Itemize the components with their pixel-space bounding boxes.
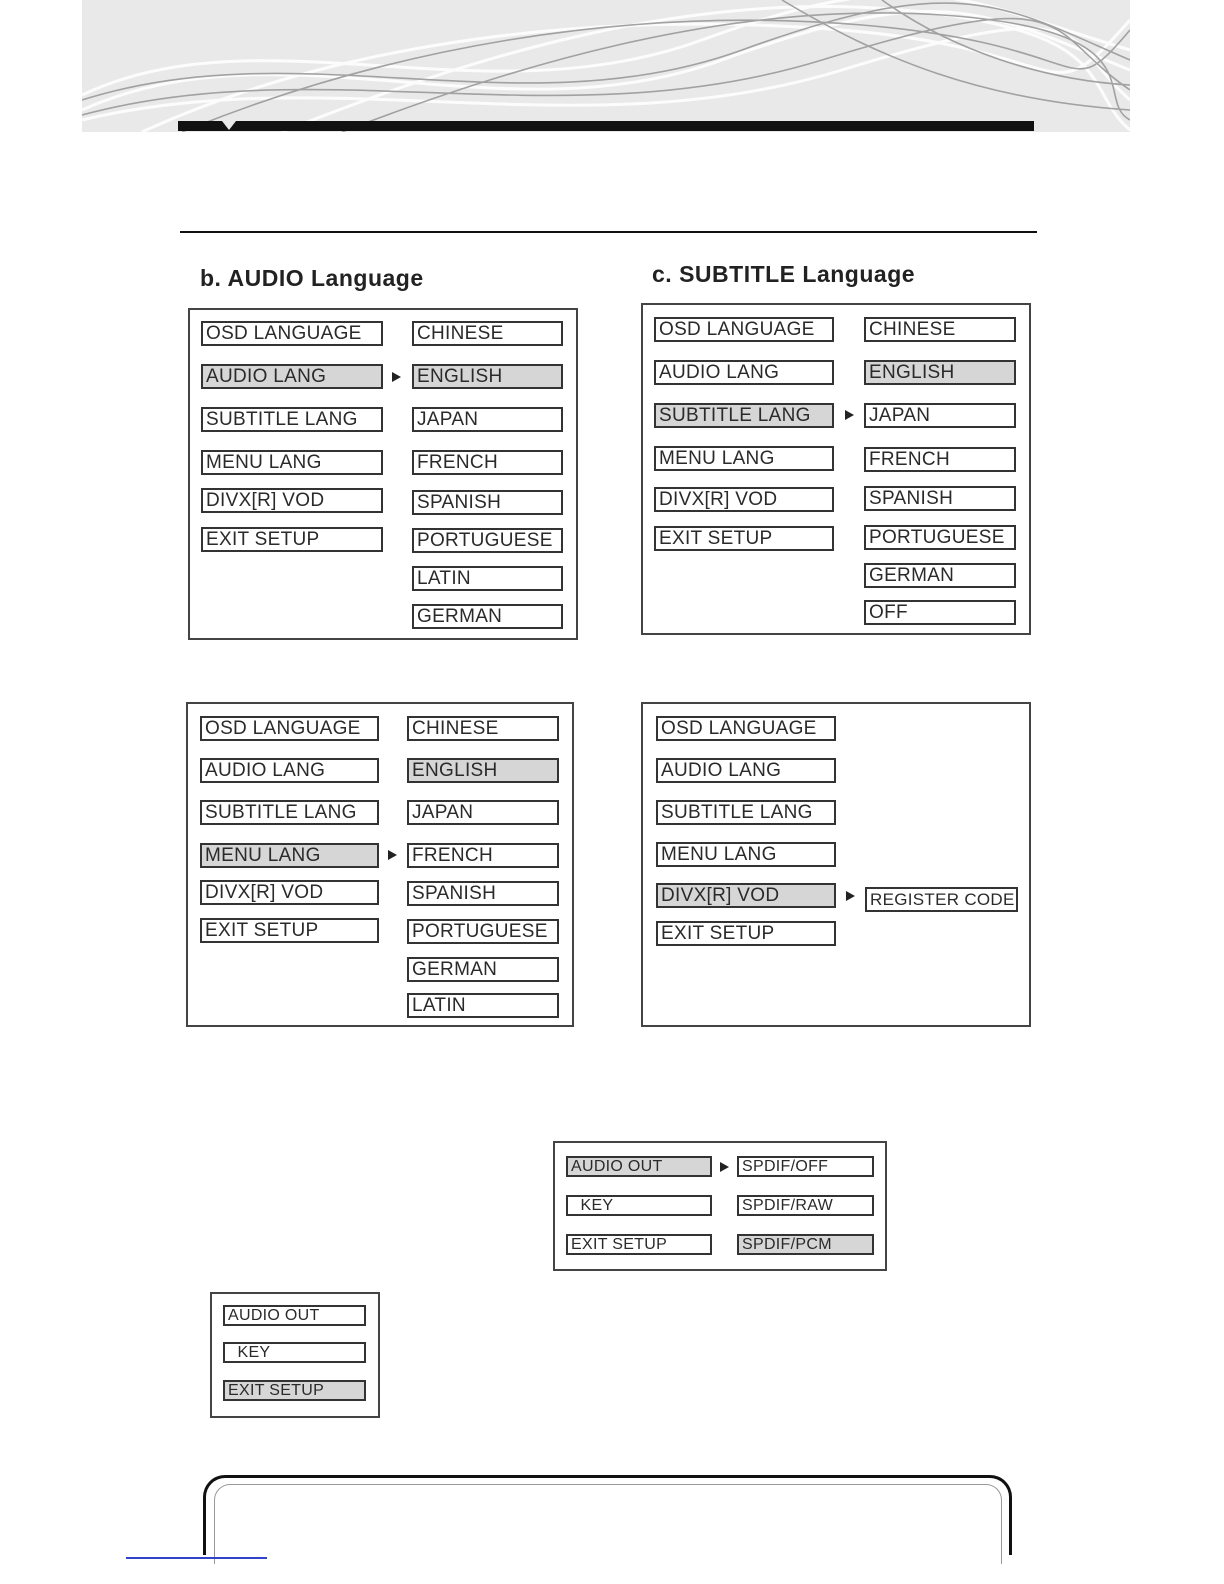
header-banner (82, 0, 1130, 132)
menu-item-menu-lang[interactable]: MENU LANG (654, 446, 834, 471)
menu-item-key[interactable]: KEY (566, 1195, 712, 1216)
subtitle-lang-panel (641, 303, 1031, 635)
option-portuguese[interactable]: PORTUGUESE (412, 528, 563, 553)
menu-item-subtitle-lang[interactable]: SUBTITLE LANG (654, 403, 834, 428)
menu-item-divx-vod[interactable]: DIVX[R] VOD (654, 487, 834, 512)
menu-item-exit-setup[interactable]: EXIT SETUP (201, 527, 383, 552)
option-spanish[interactable]: SPANISH (864, 486, 1016, 511)
option-spdif-raw[interactable]: SPDIF/RAW (737, 1195, 874, 1216)
menu-item-exit-setup[interactable]: EXIT SETUP (656, 921, 836, 946)
menu-item-divx-vod[interactable]: DIVX[R] VOD (201, 488, 383, 513)
option-french[interactable]: FRENCH (412, 450, 563, 475)
divx-vod-panel (641, 702, 1031, 1027)
menu-item-subtitle-lang[interactable]: SUBTITLE LANG (201, 407, 383, 432)
option-chinese[interactable]: CHINESE (412, 321, 563, 346)
selection-arrow-icon (845, 410, 854, 420)
menu-item-audio-out[interactable]: AUDIO OUT (566, 1156, 712, 1177)
option-spanish[interactable]: SPANISH (407, 881, 559, 906)
option-french[interactable]: FRENCH (407, 843, 559, 868)
option-japan[interactable]: JAPAN (407, 800, 559, 825)
selection-arrow-icon (392, 372, 401, 382)
option-latin[interactable]: LATIN (412, 566, 563, 591)
menu-item-exit-setup[interactable]: EXIT SETUP (200, 918, 379, 943)
menu-item-audio-lang[interactable]: AUDIO LANG (656, 758, 836, 783)
menu-item-menu-lang[interactable]: MENU LANG (201, 450, 383, 475)
option-french[interactable]: FRENCH (864, 447, 1016, 472)
option-portuguese[interactable]: PORTUGUESE (864, 525, 1016, 550)
option-portuguese[interactable]: PORTUGUESE (407, 919, 559, 944)
heading-audio-title: AUDIO Language (227, 265, 424, 291)
audio-out-small-panel (210, 1292, 380, 1418)
option-off[interactable]: OFF (864, 600, 1016, 625)
menu-lang-panel (186, 702, 574, 1027)
footer-link-underline (126, 1557, 267, 1559)
menu-item-audio-out[interactable]: AUDIO OUT (223, 1305, 366, 1326)
menu-item-audio-lang[interactable]: AUDIO LANG (201, 364, 383, 389)
menu-item-menu-lang[interactable]: MENU LANG (656, 842, 836, 867)
heading-audio-prefix: b. (200, 265, 222, 291)
option-english[interactable]: ENGLISH (864, 360, 1016, 385)
menu-item-osd-language[interactable]: OSD LANGUAGE (200, 716, 379, 741)
option-german[interactable]: GERMAN (407, 957, 559, 982)
selection-arrow-icon (720, 1162, 729, 1172)
audio-out-panel (553, 1141, 887, 1271)
menu-item-key[interactable]: KEY (223, 1342, 366, 1363)
option-japan[interactable]: JAPAN (412, 407, 563, 432)
heading-audio-language (200, 265, 424, 292)
menu-item-divx-vod[interactable]: DIVX[R] VOD (656, 883, 836, 908)
menu-item-audio-lang[interactable]: AUDIO LANG (654, 360, 834, 385)
menu-item-osd-language[interactable]: OSD LANGUAGE (656, 716, 836, 741)
heading-subtitle-title: SUBTITLE Language (679, 261, 916, 287)
option-latin[interactable]: LATIN (407, 993, 559, 1018)
option-german[interactable]: GERMAN (412, 604, 563, 629)
option-register-code[interactable]: REGISTER CODE (865, 887, 1018, 912)
menu-item-divx-vod[interactable]: DIVX[R] VOD (200, 880, 379, 905)
option-spdif-off[interactable]: SPDIF/OFF (737, 1156, 874, 1177)
option-english[interactable]: ENGLISH (412, 364, 563, 389)
option-german[interactable]: GERMAN (864, 563, 1016, 588)
option-japan[interactable]: JAPAN (864, 403, 1016, 428)
heading-subtitle-prefix: c. (652, 261, 673, 287)
heading-subtitle-language (652, 261, 915, 288)
menu-item-osd-language[interactable]: OSD LANGUAGE (654, 317, 834, 342)
selection-arrow-icon (388, 850, 397, 860)
option-chinese[interactable]: CHINESE (864, 317, 1016, 342)
menu-item-osd-language[interactable]: OSD LANGUAGE (201, 321, 383, 346)
header-rule-bar (178, 121, 1034, 131)
selection-arrow-icon (846, 891, 855, 901)
footer-frame-inner (214, 1484, 1002, 1564)
wave-pattern-icon (82, 0, 1130, 132)
menu-item-subtitle-lang[interactable]: SUBTITLE LANG (656, 800, 836, 825)
menu-item-audio-lang[interactable]: AUDIO LANG (200, 758, 379, 783)
menu-item-menu-lang[interactable]: MENU LANG (200, 843, 379, 868)
section-divider (180, 231, 1037, 233)
menu-item-subtitle-lang[interactable]: SUBTITLE LANG (200, 800, 379, 825)
menu-item-exit-setup[interactable]: EXIT SETUP (566, 1234, 712, 1255)
menu-item-exit-setup[interactable]: EXIT SETUP (223, 1380, 366, 1401)
option-spdif-pcm[interactable]: SPDIF/PCM (737, 1234, 874, 1255)
option-english[interactable]: ENGLISH (407, 758, 559, 783)
menu-item-exit-setup[interactable]: EXIT SETUP (654, 526, 834, 551)
option-spanish[interactable]: SPANISH (412, 490, 563, 515)
bar-notch-icon (222, 121, 236, 130)
option-chinese[interactable]: CHINESE (407, 716, 559, 741)
audio-lang-panel (188, 308, 578, 640)
